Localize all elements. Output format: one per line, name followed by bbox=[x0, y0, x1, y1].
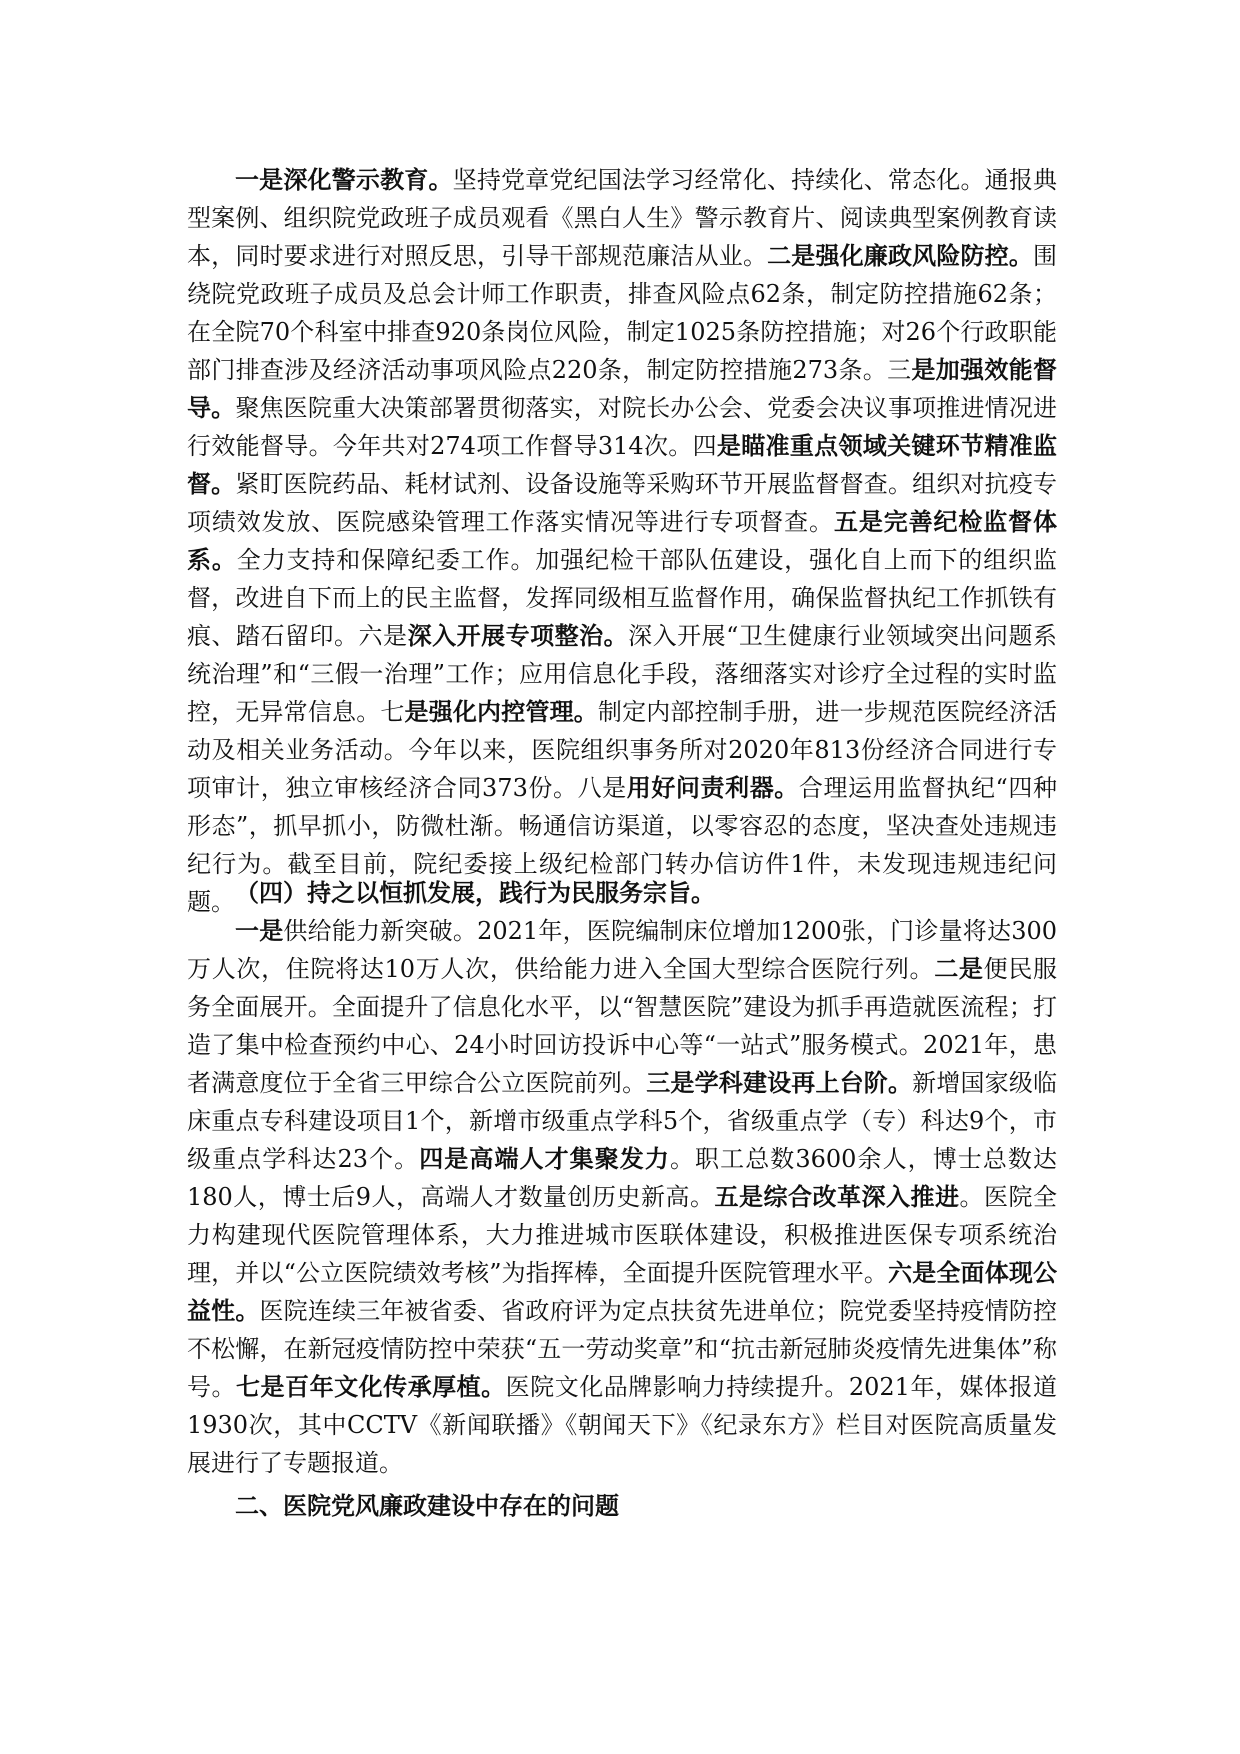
bold-lead-6: 深入开展专项整治。 bbox=[407, 621, 629, 650]
bold-lead-2: 二是强化廉政风险防控。 bbox=[767, 241, 1034, 270]
bold-lead-4: 四是高端人才集聚发力 bbox=[419, 1144, 670, 1173]
bold-lead-1: 一是深化警示教育。 bbox=[235, 165, 453, 194]
paragraph-hospital-development bbox=[187, 912, 1057, 1482]
bold-lead-7: 是强化内控管理。 bbox=[404, 697, 598, 726]
section-heading-4-text: （四）持之以恒抓发展，践行为民服务宗旨。 bbox=[235, 878, 715, 907]
section-heading-2 bbox=[187, 1487, 1057, 1525]
body-text: 医院连续三年被省委、省政府评为定点扶贫先进单位；院党委坚持疫情防控不松懈，在新冠疫情防控中荣获“五一劳动奖章”和“抗击新冠肺炎疫情先进集体”称号。 bbox=[187, 1297, 1057, 1401]
bold-lead-3: 是加强效能督导。 bbox=[187, 355, 1057, 422]
body-text: 聚焦医院重大决策部署贯彻落实，对院长办公会、党委会决议事项推进情况进行效能督导。今年共对274项工作督导314次。四 bbox=[187, 394, 1057, 460]
body-text: 坚持党章党纪国法学习经常化、持续化、常态化。通报典型案例、组织院党政班子成员观看《黑白人生》警示教育片、阅读典型案例教育读本，同时要求进行对照反思，引导干部规范廉洁从业。 bbox=[187, 166, 1058, 270]
body-text: 医院文化品牌影响力持续提升。2021年，媒体报道1930次，其中CCTV《新闻联播》《朝闻天下》《纪录东方》栏目对医院高质量发展进行了专题报道。 bbox=[187, 1373, 1058, 1477]
bold-lead-4: 是瞄准重点领域关键环节精准监督。 bbox=[187, 431, 1057, 498]
body-text: 。职工总数3600余人，博士总数达180人，博士后9人，高端人才数量创历史新高。 bbox=[187, 1145, 1058, 1211]
body-text: 围绕院党政班子成员及总会计师工作职责，排查风险点62条，制定防控措施62条；在全院70个科室中排查920条岗位风险，制定1025条防控措施；对26个行政职能部门排查涉及经济活动事项风险点220条，制定防控措施273条。三 bbox=[187, 242, 1058, 384]
body-text: 深入开展“卫生健康行业领域突出问题系统治理”和“三假一治理”工作；应用信息化手段，落细落实对诊疗全过程的实时监控，无异常信息。七 bbox=[187, 622, 1057, 726]
body-text: 。医院全力构建现代医院管理体系，大力推进城市医联体建设，积极推进医保专项系统治理，并以“公立医院绩效考核”为指挥棒，全面提升医院管理水平。 bbox=[187, 1183, 1058, 1287]
bold-lead-2: 二是 bbox=[934, 954, 984, 983]
bold-lead-3: 三是学科建设再上台阶。 bbox=[646, 1068, 913, 1097]
body-text: 新增国家级临床重点专科建设项目1个，新增市级重点学科5个，省级重点学（专）科达9个，市级重点学科达23个。 bbox=[187, 1069, 1058, 1173]
bold-lead-8: 用好问责利器。 bbox=[626, 773, 799, 802]
bold-lead-5: 五是完善纪检监督体系。 bbox=[187, 507, 1058, 574]
body-text: 紧盯医院药品、耗材试剂、设备设施等采购环节开展监督督查。组织对抗疫专项绩效发放、医院感染管理工作落实情况等进行专项督查。 bbox=[187, 470, 1057, 536]
bold-lead-5: 五是综合改革深入推进 bbox=[714, 1182, 960, 1211]
bold-lead-7: 七是百年文化传承厚植。 bbox=[236, 1372, 506, 1401]
body-text: 便民服务全面展开。全面提升了信息化水平，以“智慧医院”建设为抓手再造就医流程；打造了集中检查预约中心、24小时回访投诉中心等“一站式”服务模式。2021年，患者满意度位于全省三甲综合公立医院前列。 bbox=[187, 955, 1058, 1097]
bold-lead-6: 六是全面体现公益性。 bbox=[187, 1258, 1058, 1325]
bold-lead-1: 一是 bbox=[235, 916, 284, 945]
body-text: 合理运用监督执纪“四种形态”，抓早抓小，防微杜渐。畅通信访渠道，以零容忍的态度，坚决查处违规违纪行为。截至目前，院纪委接上级纪检部门转办信访件1件，未发现违规违纪问题。 bbox=[187, 774, 1057, 916]
body-text: 制定内部控制手册，进一步规范医院经济活动及相关业务活动。今年以来，医院组织事务所对2020年813份经济合同进行专项审计，独立审核经济合同373份。八是 bbox=[187, 698, 1058, 802]
paragraph-discipline-supervision bbox=[187, 161, 1057, 921]
section-heading-2-text: 二、医院党风廉政建设中存在的问题 bbox=[235, 1491, 619, 1520]
body-text: 全力支持和保障纪委工作。加强纪检干部队伍建设，强化自上而下的组织监督，改进自下而上的民主监督，发挥同级相互监督作用，确保监督执纪工作抓铁有痕、踏石留印。六是 bbox=[187, 546, 1057, 650]
section-heading-4 bbox=[187, 874, 1057, 912]
body-text: 供给能力新突破。2021年，医院编制床位增加1200张，门诊量将达300万人次，住院将达10万人次，供给能力进入全国大型综合医院行列。 bbox=[187, 917, 1058, 983]
